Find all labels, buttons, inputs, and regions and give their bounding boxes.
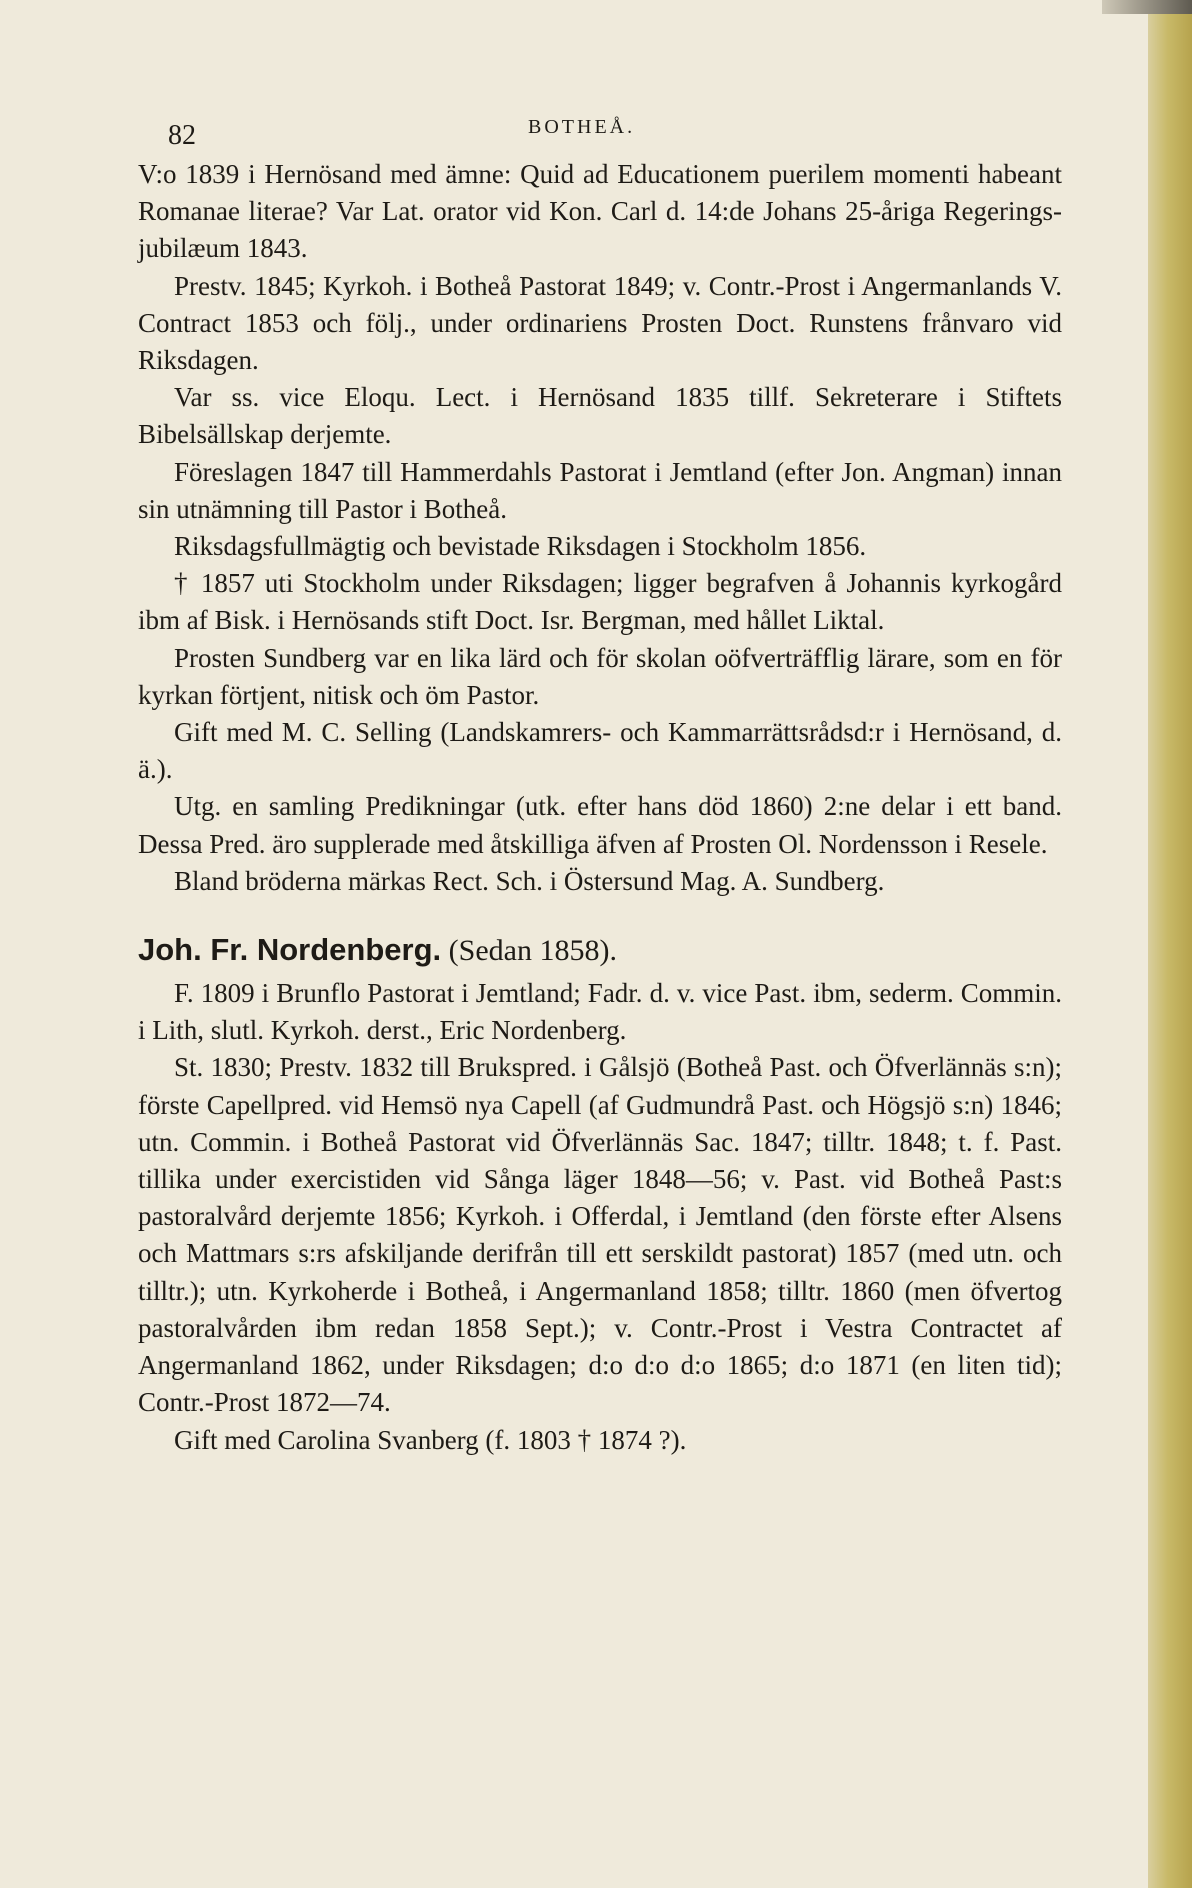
entry1-paragraph-2: Prestv. 1845; Kyrkoh. i Botheå Pastorat 1849; v. Contr.-Prost i Angermanlands V. Contract 1853 och följ., under ordinariens Prosten Doct. Runstens frånvaro vid Riksdagen. [138,270,1062,376]
entry2-heading [138,930,1062,971]
entry1-paragraph-9: Utg. en samling Predikningar (utk. efter hans död 1860) 2:ne delar i ett band. Dessa Pred. äro supplerade med åtskilliga äfven af Prosten Ol. Nordensson i Resele. [138,791,1062,859]
page-edge [1148,0,1192,1888]
entry2-name: Joh. Fr. Nordenberg. [138,932,442,968]
entry2-paragraph-1: F. 1809 i Brunflo Pastorat i Jemtland; Fadr. d. v. vice Past. ibm, sederm. Commin. i Lith, slutl. Kyrkoh. derst., Eric Nordenberg. [138,978,1062,1046]
entry1-paragraph-4: Föreslagen 1847 till Hammerdahls Pastorat i Jemtland (efter Jon. Angman) innan sin utnämning till Pastor i Botheå. [138,456,1062,524]
entry1-paragraph-1: V:o 1839 i Hernösand med ämne: Quid ad Educationem puerilem momenti habeant Romanae literae? Var Lat. orator vid Kon. Carl d. 14:de Johans 25-åriga Regerings-jubilæum 1843. [138,159,1062,264]
entry1-paragraph-10: Bland bröderna märkas Rect. Sch. i Östersund Mag. A. Sundberg. [174,865,885,896]
entry2-paragraph-2: St. 1830; Prestv. 1832 till Brukspred. i Gålsjö (Botheå Past. och Öfverlännäs s:n); förste Capellpred. vid Hemsö nya Capell (af Gudmundrå Past. och Högsjö s:n) 1846; utn. Commin. i Botheå Pastorat vid Öfverlännäs Sac. 1847; tilltr. 1848; t. f. Past. tillika under exercistiden vid Sånga läger 1848—56; v. Past. vid Botheå Past:s pastoralvård derjemte 1856; Kyrkoh. i Offerdal, i Jemtland (den förste efter Alsens och Mattmars s:rs afskiljande derifrån till ett serskildt pastorat) 1857 (med utn. och tilltr.); utn. Kyrkoherde i Botheå, i Angermanland 1858; tilltr. 1860 (men öfvertog pastoralvården ibm redan 1858 Sept.); v. Contr.-Prost i Vestra Contractet af Angermanland 1862, under Riksdagen; d:o d:o d:o 1865; d:o 1871 (en liten tid); Contr.-Prost 1872—74. [138,1052,1062,1418]
entry1-paragraph-8: Gift med M. C. Selling (Landskamrers- och Kammarrättsrådsd:r i Hernösand, d. ä.). [138,717,1062,785]
page-edge-shadow [1102,0,1192,14]
entry1-paragraph-6: † 1857 uti Stockholm under Riksdagen; ligger begrafven å Johannis kyrkogård ibm af Bisk. i Hernösands stift Doct. Isr. Bergman, med hållet Liktal. [138,568,1062,636]
entry2-period: (Sedan 1858). [448,934,617,968]
entry1-paragraph-3: Var ss. vice Eloqu. Lect. i Hernösand 1835 tillf. Sekreterare i Stiftets Bibelsällskap derjemte. [138,382,1062,450]
page-content [138,110,1062,1459]
running-head: BOTHEÅ. [528,116,636,138]
page-header [138,110,1062,156]
entry1-paragraph-7: Prosten Sundberg var en lika lärd och för skolan oöfverträfflig lärare, som en för kyrkan förtjent, nitisk och öm Pastor. [138,642,1062,710]
page-number: 82 [168,120,196,151]
entry1-paragraph-5: Riksdagsfullmägtig och bevistade Riksdagen i Stockholm 1856. [174,531,867,562]
entry2-paragraph-3: Gift med Carolina Svanberg (f. 1803 † 1874 ?). [174,1424,687,1455]
